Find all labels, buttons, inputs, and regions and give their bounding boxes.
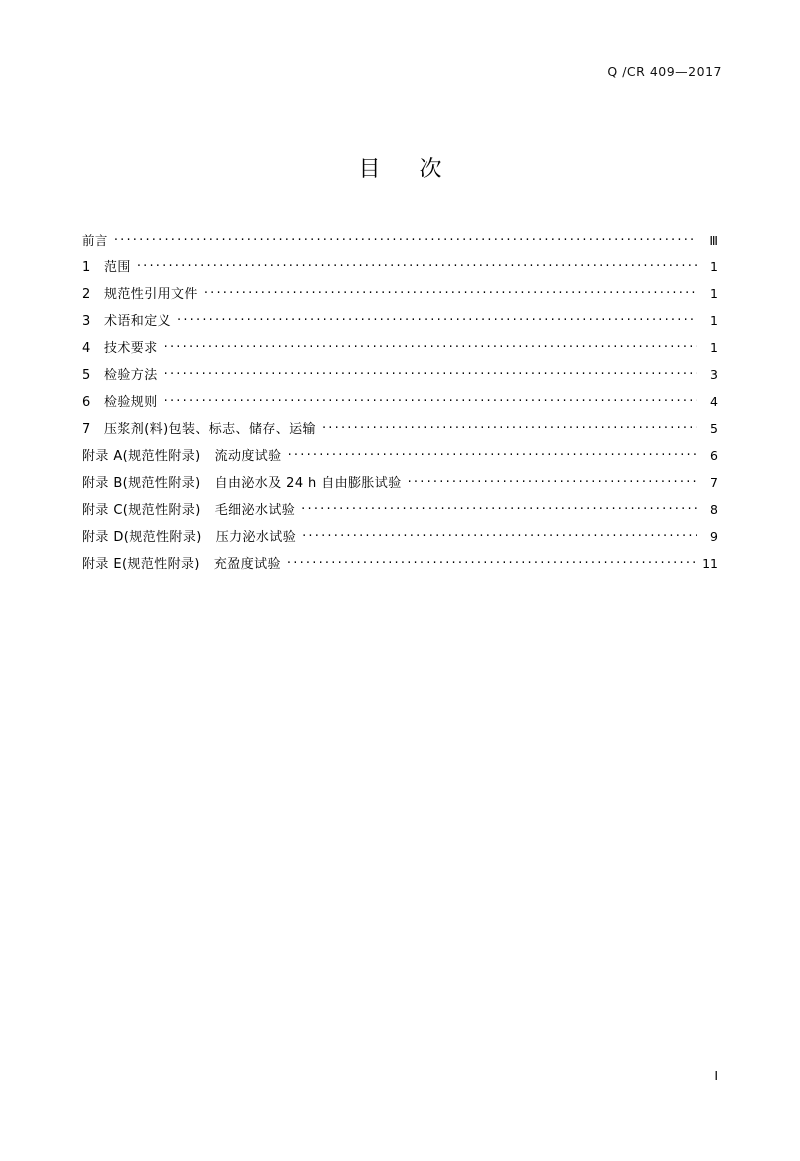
toc-entry-page: 3 [710, 367, 718, 382]
toc-entry-page: 1 [710, 313, 718, 328]
toc-entry-subtitle: 毛细泌水试验 [214, 503, 296, 518]
toc-leader-dots [322, 419, 697, 433]
toc-leader-dots [177, 311, 697, 325]
toc-entry-number: 3 [82, 314, 91, 329]
toc-leader-dots [302, 527, 697, 541]
toc-entry-subtitle: 充盈度试验 [213, 557, 281, 572]
toc-leader-dots [288, 446, 697, 460]
toc-entry-label: 术语和定义 [104, 314, 172, 329]
toc-entry-number: 5 [82, 368, 91, 383]
toc-entry[interactable] [82, 470, 718, 497]
toc-leader-dots [164, 338, 697, 352]
toc-leader-dots [301, 500, 697, 514]
toc-leader-dots [408, 473, 697, 487]
toc-entry-number: 1 [82, 260, 91, 275]
toc-entry[interactable] [82, 362, 718, 389]
toc-entry-number: 2 [82, 287, 91, 302]
page-number-footer: Ⅰ [714, 1068, 718, 1083]
toc-entry-subtitle: 压力泌水试验 [215, 530, 297, 545]
toc-leader-dots [114, 231, 697, 245]
toc-leader-dots [164, 392, 697, 406]
toc-entry-page: Ⅲ [709, 233, 718, 248]
toc-entry-page: 11 [702, 556, 718, 571]
toc-entry-label: 附录 D(规范性附录) [82, 530, 202, 545]
toc-entry-label: 附录 B(规范性附录) [82, 476, 201, 491]
toc-entry-page: 1 [710, 259, 718, 274]
toc-entry-label: 附录 E(规范性附录) [82, 557, 200, 572]
toc-entry-page: 1 [710, 340, 718, 355]
toc-entry[interactable] [82, 524, 718, 551]
toc-entry-number: 6 [82, 395, 91, 410]
toc-entry-page: 8 [710, 502, 718, 517]
toc-entry-page: 1 [710, 286, 718, 301]
toc-entry-page: 6 [710, 448, 718, 463]
toc-leader-dots [137, 257, 697, 271]
toc-entry-label: 压浆剂(料)包装、标志、储存、运输 [104, 422, 316, 437]
toc-entry-number: 7 [82, 422, 91, 437]
toc-entry[interactable] [82, 551, 718, 578]
toc-entry-label: 附录 C(规范性附录) [82, 503, 201, 518]
toc-entry[interactable] [82, 389, 718, 416]
toc-leader-dots [164, 365, 697, 379]
toc-entry-label: 技术要求 [104, 341, 158, 356]
toc-entry[interactable] [82, 335, 718, 362]
toc-entry-label: 前言 [82, 233, 108, 248]
toc-entry-label: 规范性引用文件 [104, 287, 198, 302]
toc-entry-page: 4 [710, 394, 718, 409]
standard-code-header: Q /CR 409—2017 [607, 64, 722, 79]
toc-entry-label: 检验方法 [104, 368, 158, 383]
toc-entry-number: 4 [82, 341, 91, 356]
toc-entry-page: 9 [710, 529, 718, 544]
toc-entry[interactable] [82, 497, 718, 524]
toc-entry-subtitle: 流动度试验 [214, 449, 282, 464]
toc-entry[interactable] [82, 281, 718, 308]
toc-entry-page: 7 [710, 475, 718, 490]
toc-entry[interactable] [82, 416, 718, 443]
table-of-contents [82, 228, 718, 578]
toc-entry[interactable] [82, 228, 718, 254]
toc-entry-label: 检验规则 [104, 395, 158, 410]
toc-leader-dots [287, 554, 697, 568]
toc-entry-subtitle: 自由泌水及 24 h 自由膨胀试验 [214, 476, 402, 491]
toc-entry[interactable] [82, 443, 718, 470]
toc-entry-label: 范围 [104, 260, 131, 275]
page-title: 目 次 [358, 157, 458, 182]
toc-entry-label: 附录 A(规范性附录) [82, 449, 201, 464]
toc-leader-dots [204, 284, 697, 298]
toc-entry-page: 5 [710, 421, 718, 436]
toc-entry[interactable] [82, 308, 718, 335]
toc-entry[interactable] [82, 254, 718, 281]
